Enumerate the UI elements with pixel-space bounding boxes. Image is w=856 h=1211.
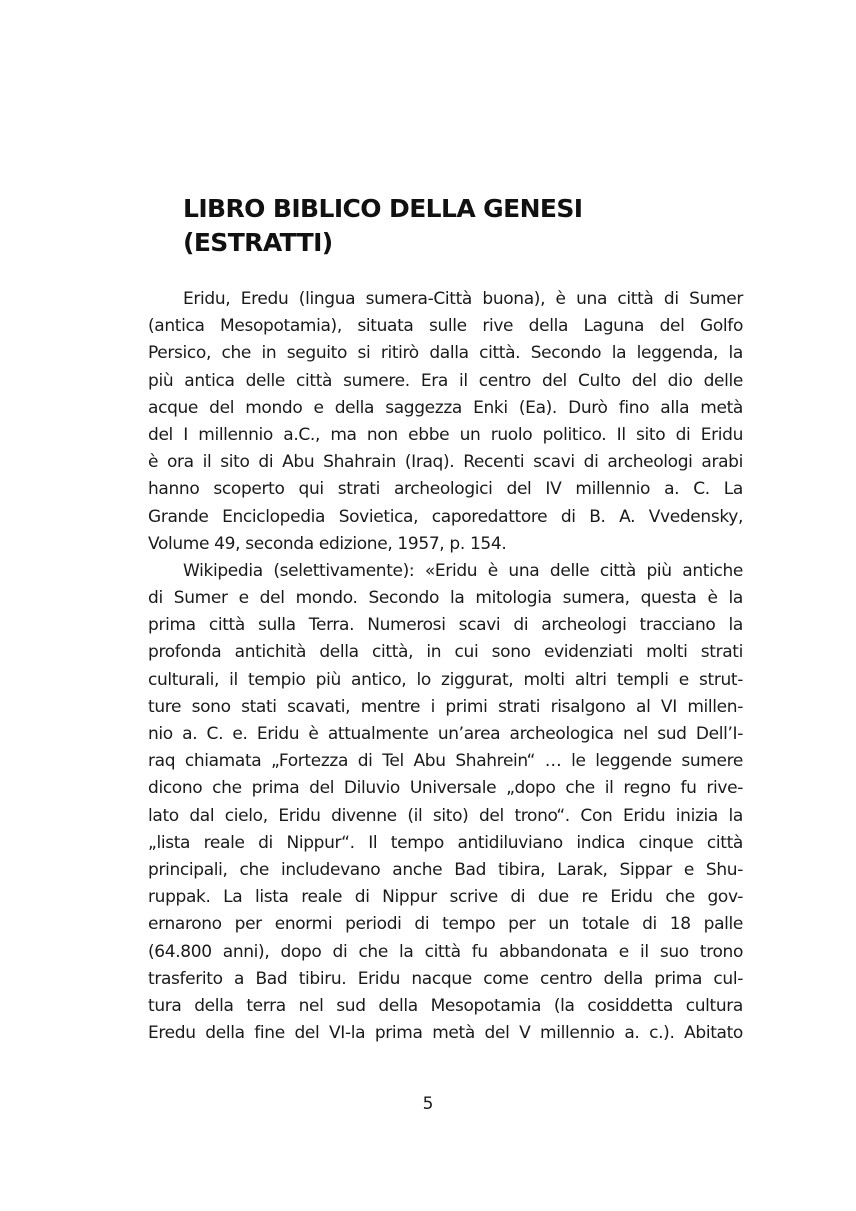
text-line: Eridu, Eredu (lingua sumera-Città buona), è una città di Sumer [183, 289, 743, 309]
text-line: Grande Enciclopedia Sovietica, caporedattore di B. A. Vvedensky, [148, 506, 743, 527]
text-line: Volume 49, seconda edizione, 1957, p. 154. [148, 533, 507, 554]
text-line: profonda antichità della città, in cui sono evidenziati molti strati [148, 642, 743, 663]
text-line: più antica delle città sumere. Era il centro del Culto del dio delle [148, 370, 743, 391]
page-number: 5 [422, 1094, 434, 1114]
text-line: Wikipedia (selettivamente): «Eridu è una delle città più antiche [183, 560, 743, 581]
text-line: è ora il sito di Abu Shahrain (Iraq). Recenti scavi di archeologi arabi [148, 452, 743, 473]
text-line: ture sono stati scavati, mentre i primi strati risalgono al VI millen- [148, 696, 743, 717]
text-line: raq chiamata „Fortezza di Tel Abu Shahrein“ … le leggende sumere [148, 751, 743, 772]
text-line: principali, che includevano anche Bad tibira, Larak, Sippar e Shu- [148, 859, 743, 880]
body-text [148, 286, 743, 1047]
chapter-title-line-2: (ESTRATTI) [183, 228, 333, 257]
text-line: (64.800 anni), dopo di che la città fu abbandonata e il suo trono [148, 941, 743, 962]
text-line: dicono che prima del Diluvio Universale „dopo che il regno fu rive- [148, 778, 743, 799]
text-line: di Sumer e del mondo. Secondo la mitologia sumera, questa è la [148, 588, 743, 609]
text-line: tura della terra nel sud della Mesopotamia (la cosiddetta cultura [148, 995, 743, 1016]
chapter-title [183, 192, 743, 260]
text-line: lato dal cielo, Eridu divenne (il sito) del trono“. Con Eridu inizia la [148, 805, 743, 826]
text-line: ruppak. La lista reale di Nippur scrive di due re Eridu che gov- [148, 887, 743, 908]
text-line: ernarono per enormi periodi di tempo per un totale di 18 palle [148, 914, 743, 935]
text-line: trasferito a Bad tibiru. Eridu nacque come centro della prima cul- [148, 968, 743, 989]
text-line: acque del mondo e della saggezza Enki (Ea). Durò fino alla metà [148, 397, 743, 418]
text-line: del I millennio a.C., ma non ebbe un ruolo politico. Il sito di Eridu [148, 424, 743, 445]
chapter-title-line-1: LIBRO BIBLICO DELLA GENESI [183, 194, 583, 223]
text-line: prima città sulla Terra. Numerosi scavi di archeologi tracciano la [148, 615, 743, 636]
text-line: (antica Mesopotamia), situata sulle rive della Laguna del Golfo [148, 316, 743, 337]
paragraph [148, 286, 743, 558]
text-line: hanno scoperto qui strati archeologici del IV millennio a. C. La [148, 479, 743, 500]
text-line: nio a. C. e. Eridu è attualmente un’area archeologica nel sud Dell’I- [148, 724, 743, 744]
text-line: „lista reale di Nippur“. Il tempo antidiluviano indica cinque città [148, 832, 743, 853]
text-line: Eredu della fine del VI-la prima metà del V millennio a. c.). Abitato [148, 1023, 743, 1044]
text-line: culturali, il tempio più antico, lo ziggurat, molti altri templi e strut- [148, 669, 743, 690]
paragraph [148, 558, 743, 1047]
text-line: Persico, che in seguito si ritirò dalla città. Secondo la leggenda, la [148, 343, 743, 364]
